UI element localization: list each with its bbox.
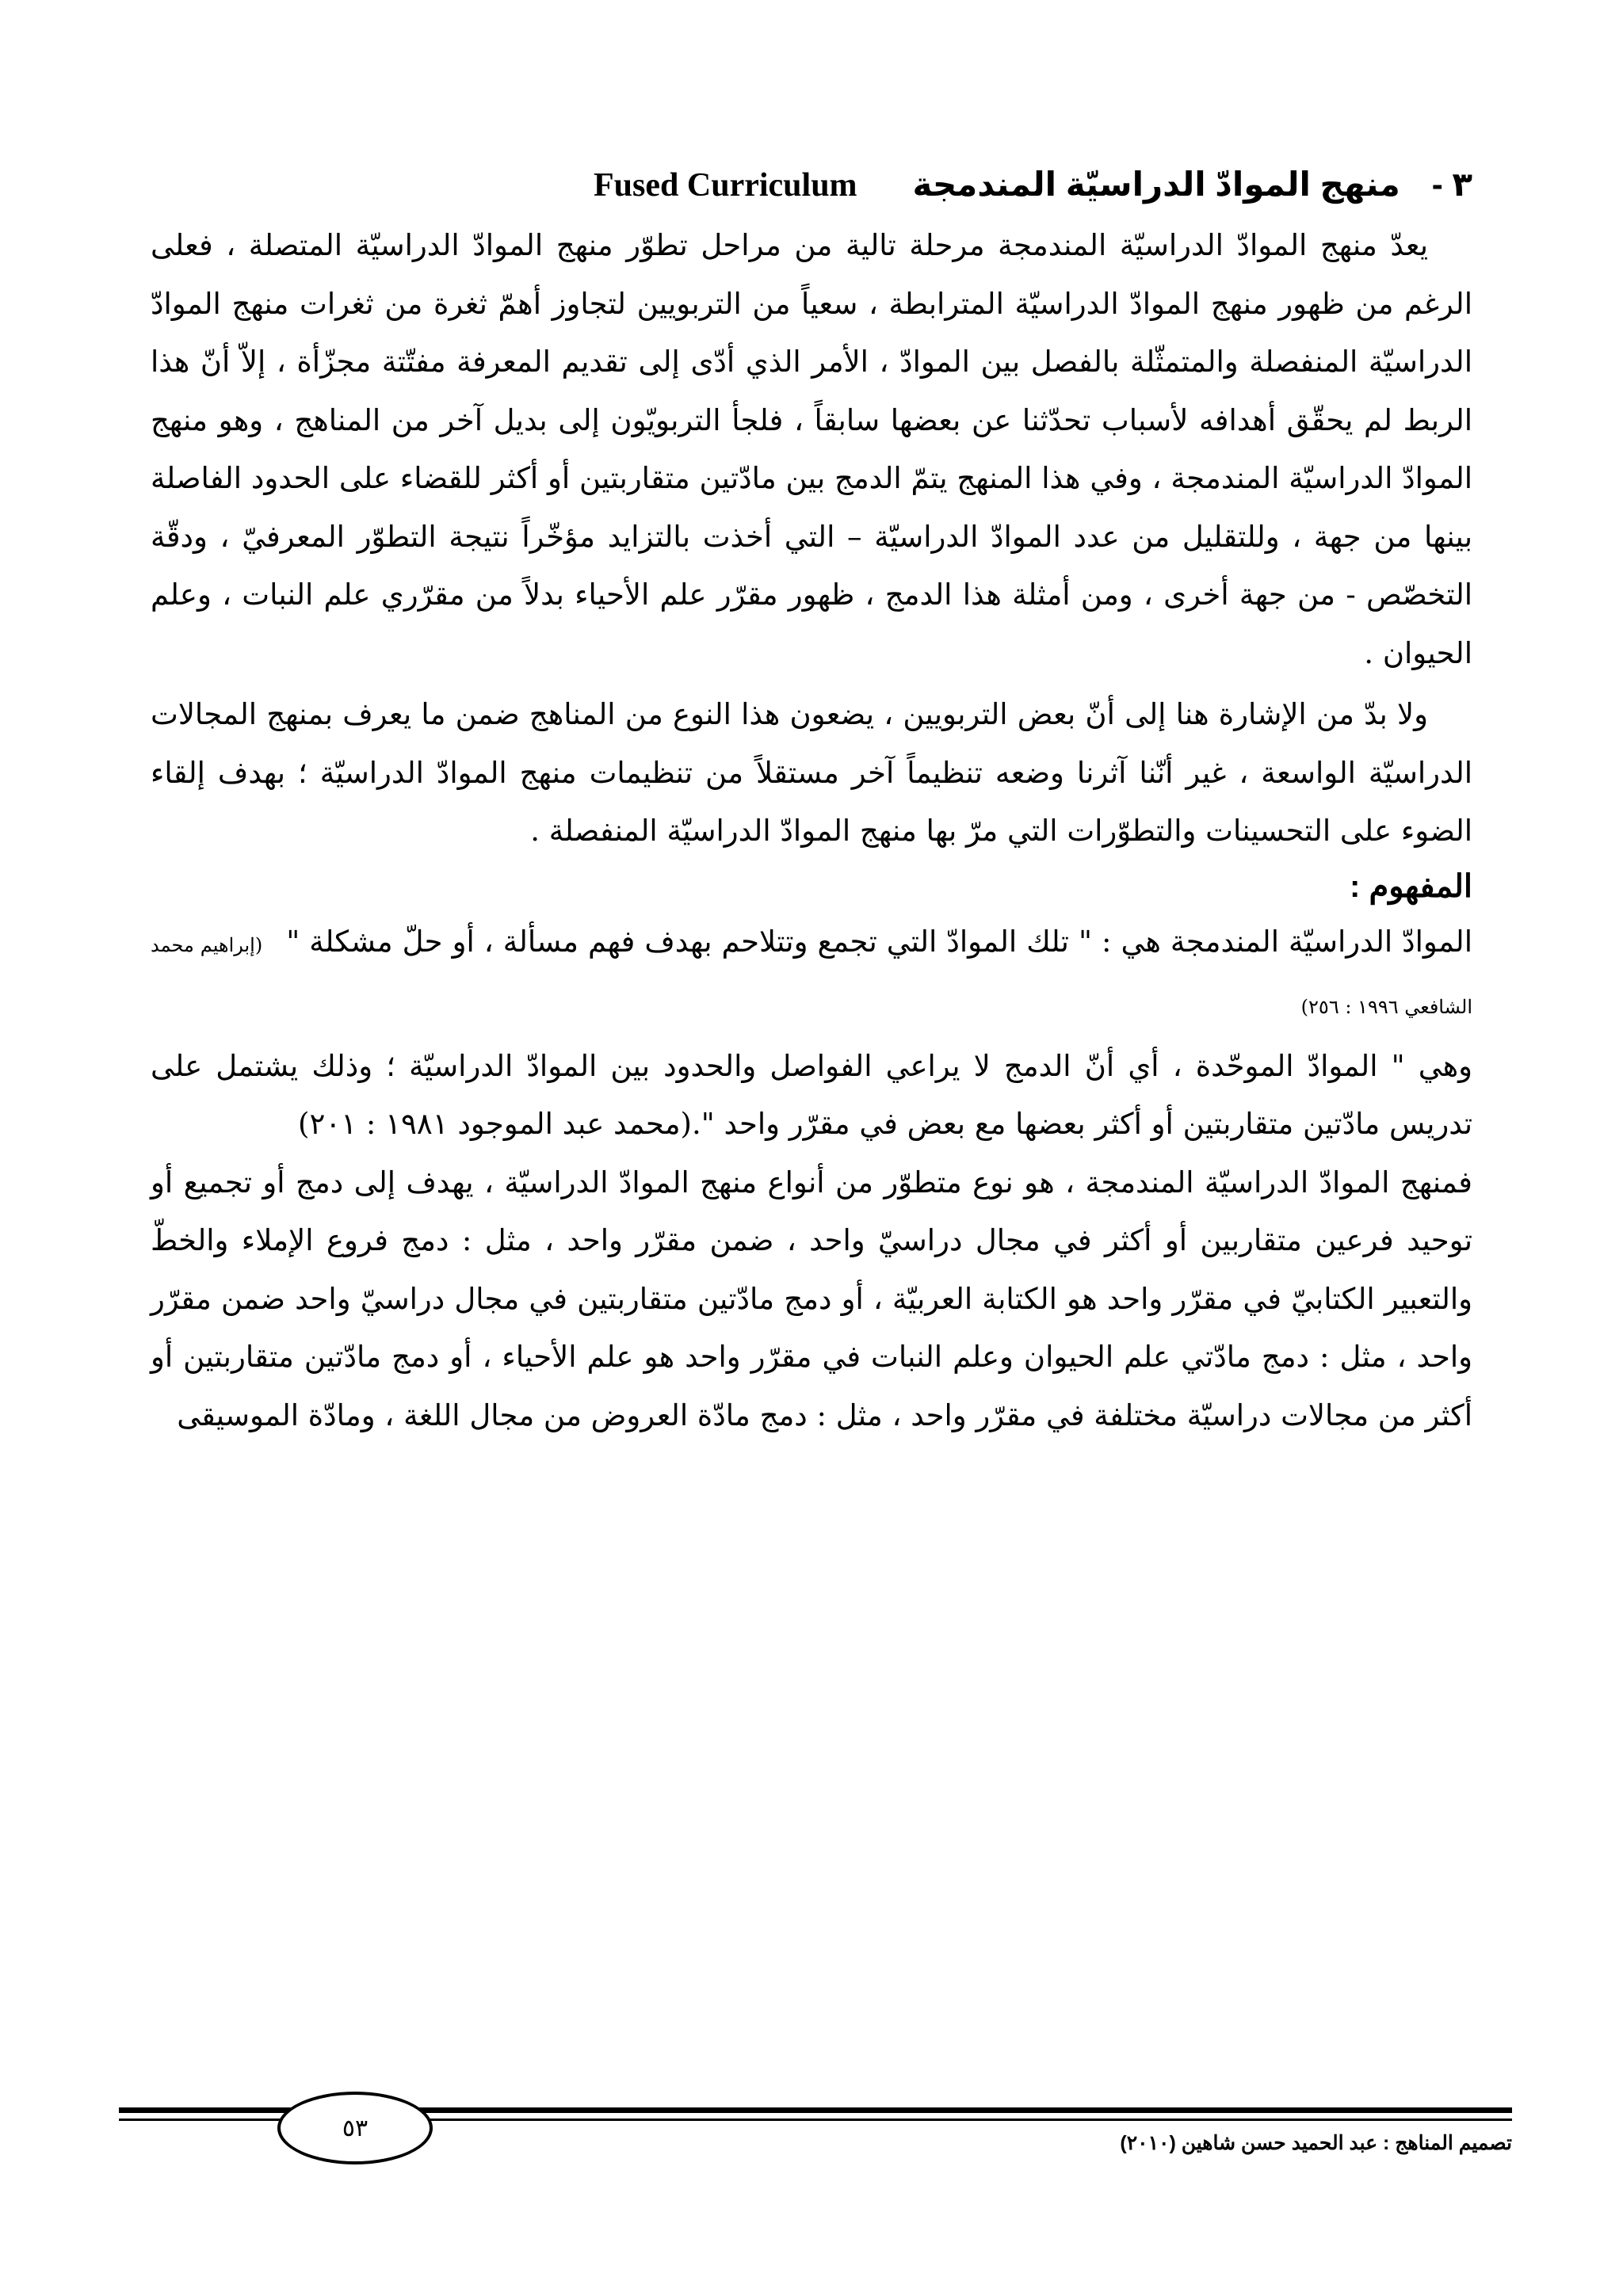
- section-title-arabic: منهج الموادّ الدراسيّة المندمجة: [912, 166, 1400, 203]
- footer-book-title: تصميم المناهج : عبد الحميد حسن شاهين (٢٠١٠): [1120, 2132, 1512, 2154]
- page-number: ٥٣: [342, 2114, 369, 2142]
- section-title-english: Fused Curriculum: [594, 167, 857, 204]
- paragraph-intro: يعدّ منهج الموادّ الدراسيّة المندمجة مرحلة تالية من مراحل تطوّر منهج الموادّ الدراسيّة المتصلة ، فعلى الرغم من ظهور منهج الموادّ الدراسيّة المترابطة ، سعياً من التربويين لتجاوز أهمّ ثغرة من ثغرات منهج الموادّ الدراسيّة المنفصلة والمتمثّلة بالفصل بين الموادّ ، الأمر الذي أدّى إلى تقديم المعرفة مفتّتة مجزّأة ، إلاّ أنّ هذا الربط لم يحقّق أهدافه لأسباب تحدّثنا عن بعضها سابقاً ، فلجأ التربويّون إلى بديل آخر من المناهج ، وهو منهج الموادّ الدراسيّة المندمجة ، وفي هذا المنهج يتمّ الدمج بين مادّتين متقاربتين أو أكثر للقضاء على الحدود الفاصلة بينها من جهة ، وللتقليل من عدد الموادّ الدراسيّة – التي أخذت بالتزايد مؤخّراً نتيجة التطوّر المعرفيّ ، ودقّة التخصّص - من جهة أخرى ، ومن أمثلة هذا الدمج ، ظهور مقرّر علم الأحياء بدلاً من مقرّري علم النبات ، وعلم الحيوان .: [151, 228, 1472, 670]
- concept-label: المفهوم :: [1350, 868, 1472, 904]
- section-number: ٣ -: [1431, 166, 1472, 203]
- citation-1: (إبراهيم محمد الشافعي ١٩٩٦ : ٢٥٦): [151, 933, 1472, 1018]
- page-content: [151, 158, 1472, 1444]
- section-heading: [151, 158, 1472, 212]
- page-number-oval: [277, 2092, 433, 2164]
- concept-explanation: فمنهج الموادّ الدراسيّة المندمجة ، هو نوع متطوّر من أنواع منهج الموادّ الدراسيّة ، يهدف إلى دمج أو تجميع أو توحيد فرعين متقاربين أو أكثر في مجال دراسيّ واحد ، ضمن مقرّر واحد ، مثل : دمج فروع الإملاء والخطّ والتعبير الكتابيّ في مقرّر واحد هو الكتابة العربيّة ، أو دمج مادّتين متقاربتين في مجال دراسيّ واحد ضمن مقرّر واحد ، مثل : دمج مادّتي علم الحيوان وعلم النبات في مقرّر واحد هو علم الأحياء ، أو دمج مادّتين متقاربتين أو أكثر من مجالات دراسيّة مختلفة في مقرّر واحد ، مثل : دمج مادّة العروض من مجال اللغة ، ومادّة الموسيقى: [151, 1165, 1472, 1432]
- definition-2: وهي " الموادّ الموحّدة ، أي أنّ الدمج لا يراعي الفواصل والحدود بين الموادّ الدراسيّة ؛ وذلك يشتمل على تدريس مادّتين متقاربتين أو أكثر بعضها مع بعض في مقرّر واحد ".(محمد عبد الموجود ١٩٨١ : ٢٠١): [151, 1048, 1472, 1141]
- paragraph-note: ولا بدّ من الإشارة هنا إلى أنّ بعض التربويين ، يضعون هذا النوع من المناهج ضمن ما يعرف بمنهج المجالات الدراسيّة الواسعة ، غير أنّنا آثرنا وضعه تنظيماً آخر مستقلاً من تنظيمات منهج الموادّ الدراسيّة ؛ بهدف إلقاء الضوء على التحسينات والتطوّرات التي مرّ بها منهج الموادّ الدراسيّة المنفصلة .: [151, 697, 1472, 848]
- page-footer: [119, 2092, 1512, 2163]
- definition-1: [151, 913, 1472, 1037]
- definition-1-text: الموادّ الدراسيّة المندمجة هي : " تلك الموادّ التي تجمع وتتلاحم بهدف فهم مسألة ، أو حلّ مشكلة ": [286, 924, 1472, 959]
